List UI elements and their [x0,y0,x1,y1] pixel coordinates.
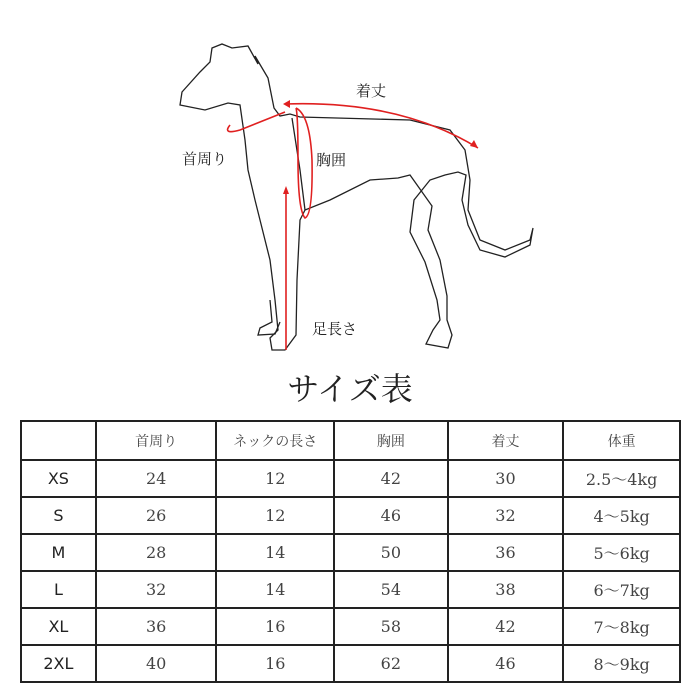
value-cell: 5～6kg [563,534,680,571]
chest-label: 胸囲 [316,151,347,169]
size-cell: S [21,497,96,534]
table-row [21,608,680,645]
header-cell: 着丈 [448,421,564,460]
size-cell: XL [21,608,96,645]
size-cell: 2XL [21,645,96,682]
value-cell: 12 [216,460,334,497]
page-title: サイズ表 [287,370,413,408]
value-cell: 14 [216,534,334,571]
value-cell: 30 [448,460,564,497]
value-cell: 26 [96,497,217,534]
value-cell: 54 [334,571,448,608]
header-cell: 首周り [96,421,217,460]
value-cell: 38 [448,571,564,608]
header-cell: 体重 [563,421,680,460]
length-arrow [285,104,478,148]
value-cell: 28 [96,534,217,571]
size-cell: XS [21,460,96,497]
value-cell: 42 [448,608,564,645]
value-cell: 62 [334,645,448,682]
value-cell: 32 [96,571,217,608]
value-cell: 4～5kg [563,497,680,534]
header-cell: ネックの長さ [216,421,334,460]
value-cell: 16 [216,645,334,682]
table-row [21,460,680,497]
value-cell: 36 [96,608,217,645]
value-cell: 6～7kg [563,571,680,608]
size-table [20,420,681,683]
table-row [21,571,680,608]
table-row [21,534,680,571]
header-cell [21,421,96,460]
neck-loop [228,112,285,132]
value-cell: 2.5～4kg [563,460,680,497]
table-row [21,497,680,534]
value-cell: 40 [96,645,217,682]
value-cell: 58 [334,608,448,645]
value-cell: 50 [334,534,448,571]
neck-label: 首周り [182,150,228,168]
value-cell: 12 [216,497,334,534]
measurement-arrows [228,104,478,350]
length-label: 着丈 [356,82,387,100]
value-cell: 16 [216,608,334,645]
value-cell: 36 [448,534,564,571]
value-cell: 7～8kg [563,608,680,645]
size-cell: L [21,571,96,608]
table-header-row [21,421,680,460]
value-cell: 32 [448,497,564,534]
value-cell: 46 [448,645,564,682]
size-cell: M [21,534,96,571]
value-cell: 14 [216,571,334,608]
value-cell: 24 [96,460,217,497]
leg-label: 足長さ [312,320,358,338]
value-cell: 8～9kg [563,645,680,682]
header-cell: 胸囲 [334,421,448,460]
table-row [21,645,680,682]
value-cell: 46 [334,497,448,534]
value-cell: 42 [334,460,448,497]
